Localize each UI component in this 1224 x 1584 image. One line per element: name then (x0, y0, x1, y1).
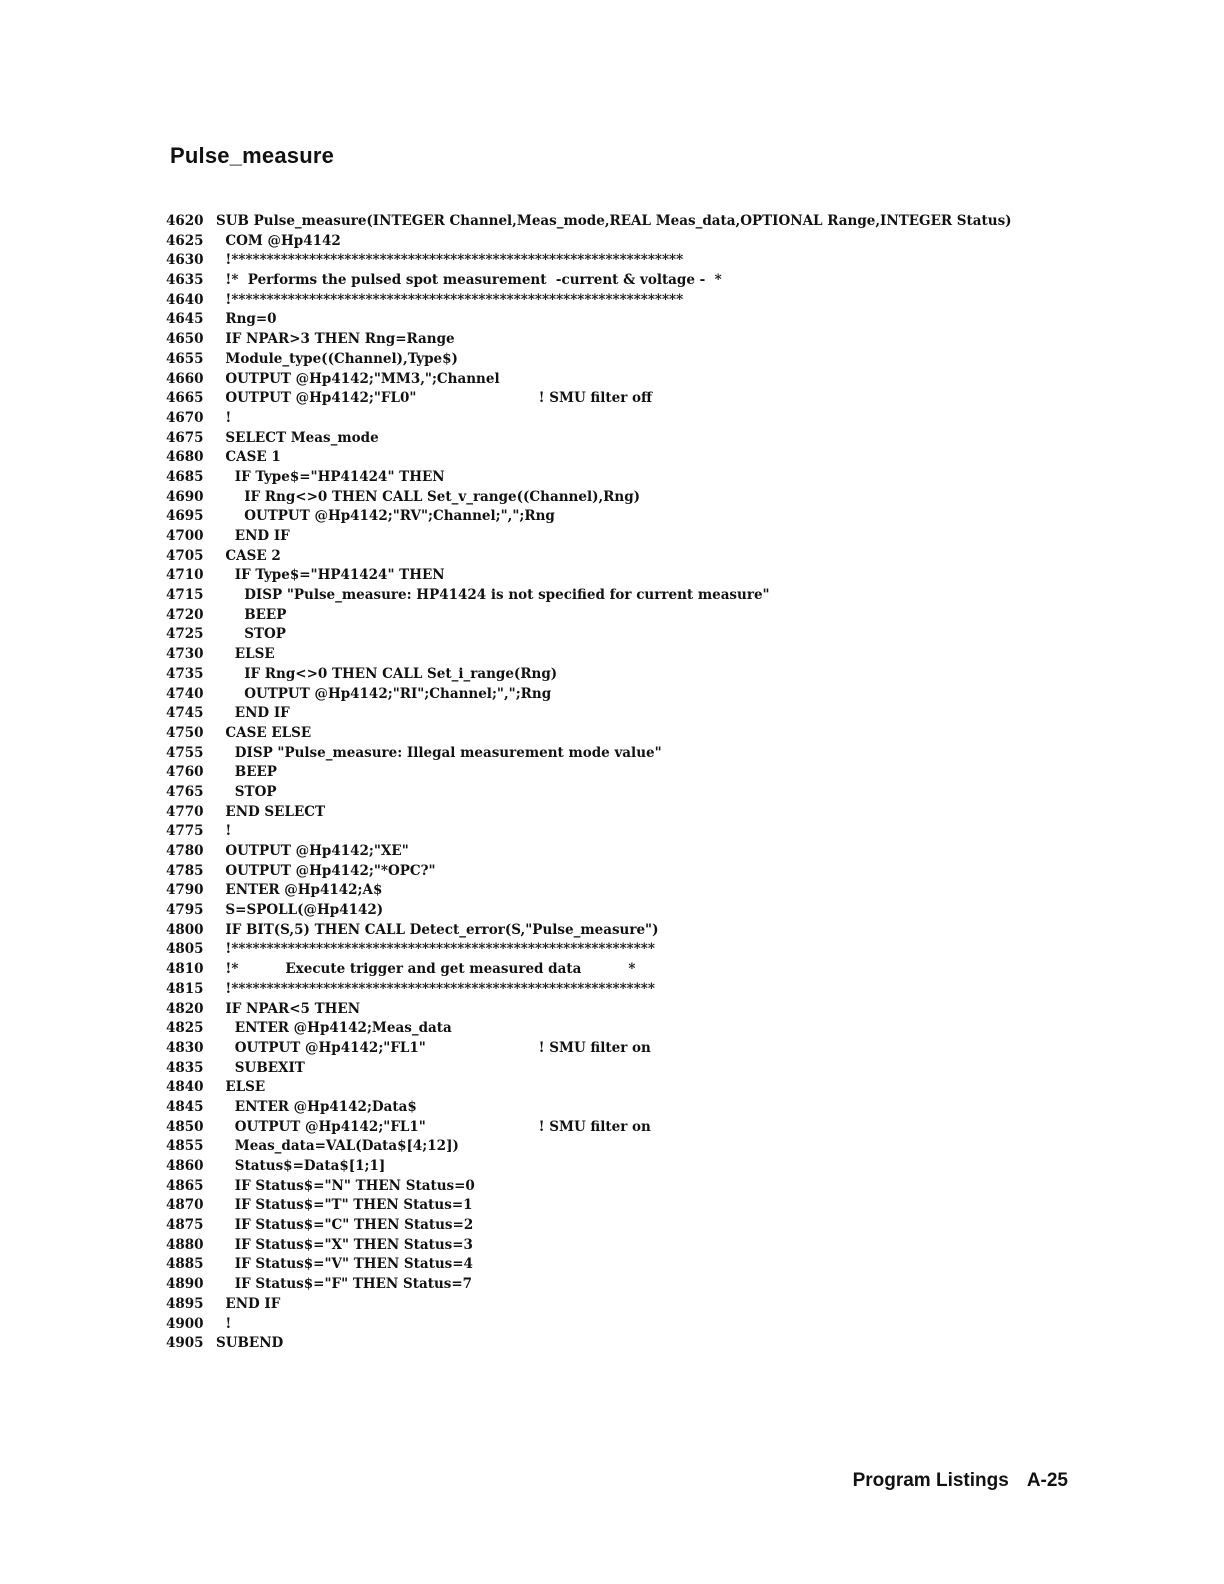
code-text: DISP "Pulse_measure: HP41424 is not specified for current measure" (216, 587, 770, 604)
code-text: IF Status$="C" THEN Status=2 (216, 1217, 474, 1234)
code-text: SUB Pulse_measure(INTEGER Channel,Meas_mode,REAL Meas_data,OPTIONAL Range,INTEGER Status) (216, 213, 1012, 229)
code-line (166, 1078, 1066, 1098)
line-number: 4770 (166, 803, 204, 820)
line-number: 4640 (166, 291, 204, 308)
line-number: 4875 (166, 1217, 204, 1234)
page-footer (853, 1470, 1068, 1492)
line-number: 4720 (166, 606, 204, 623)
line-number: 4855 (166, 1138, 204, 1155)
code-text: ELSE (216, 1079, 266, 1096)
code-line (166, 1039, 1066, 1059)
code-line (166, 1177, 1066, 1197)
line-number: 4660 (166, 370, 204, 387)
code-text: OUTPUT @Hp4142;"FL1" ! SMU filter on (216, 1118, 651, 1135)
line-number: 4735 (166, 665, 204, 682)
code-text: BEEP (216, 606, 287, 623)
code-line (166, 448, 1066, 468)
code-line (166, 488, 1066, 508)
line-number: 4890 (166, 1276, 204, 1293)
code-line (166, 1334, 1066, 1354)
code-text: CASE 2 (216, 547, 281, 564)
code-line (166, 1255, 1066, 1275)
line-number: 4845 (166, 1098, 204, 1115)
code-line (166, 803, 1066, 823)
line-number: 4870 (166, 1197, 204, 1214)
footer-page-number: A-25 (1026, 1470, 1068, 1491)
line-number: 4685 (166, 468, 204, 485)
code-line (166, 1216, 1066, 1236)
line-number: 4830 (166, 1039, 204, 1056)
code-line (166, 822, 1066, 842)
code-text: OUTPUT @Hp4142;"*OPC?" (216, 862, 436, 879)
code-line (166, 1019, 1066, 1039)
line-number: 4710 (166, 567, 204, 584)
code-text: OUTPUT @Hp4142;"RI";Channel;",";Rng (216, 685, 552, 702)
line-number: 4665 (166, 390, 204, 407)
code-text: IF Status$="F" THEN Status=7 (216, 1276, 473, 1293)
code-text: ! (216, 823, 232, 840)
code-line (166, 586, 1066, 606)
line-number: 4865 (166, 1177, 204, 1194)
code-text: !* Performs the pulsed spot measurement -current & voltage - * (216, 272, 722, 289)
code-text: S=SPOLL(@Hp4142) (216, 902, 384, 919)
code-line (166, 409, 1066, 429)
line-number: 4840 (166, 1079, 204, 1096)
code-line (166, 310, 1066, 330)
code-text: Meas_data=VAL(Data$[4;12]) (216, 1138, 459, 1155)
code-text: IF Status$="T" THEN Status=1 (216, 1197, 473, 1214)
line-number: 4680 (166, 449, 204, 466)
code-text: Rng=0 (216, 311, 277, 328)
code-line (166, 547, 1066, 567)
code-text: ENTER @Hp4142;Meas_data (216, 1020, 452, 1037)
code-line (166, 862, 1066, 882)
page-title: Pulse_measure (170, 143, 335, 168)
code-text: IF BIT(S,5) THEN CALL Detect_error(S,"Pulse_measure") (216, 921, 659, 938)
code-text: COM @Hp4142 (216, 232, 341, 249)
line-number: 4635 (166, 272, 204, 289)
code-text: Module_type((Channel),Type$) (216, 350, 458, 367)
line-number: 4645 (166, 311, 204, 328)
code-line (166, 1118, 1066, 1138)
code-line (166, 940, 1066, 960)
line-number: 4765 (166, 783, 204, 800)
code-line (166, 1275, 1066, 1295)
code-text: CASE ELSE (216, 724, 312, 741)
code-line (166, 291, 1066, 311)
code-text: STOP (216, 626, 286, 643)
code-text: IF Rng<>0 THEN CALL Set_v_range((Channel),Rng) (216, 488, 641, 505)
code-line (166, 1196, 1066, 1216)
code-text: OUTPUT @Hp4142;"XE" (216, 843, 409, 859)
code-line (166, 606, 1066, 626)
line-number: 4655 (166, 350, 204, 367)
code-text: !**************************************************************** (216, 291, 684, 308)
code-text: IF NPAR<5 THEN (216, 1000, 361, 1017)
code-line (166, 960, 1066, 980)
code-line (166, 370, 1066, 390)
line-number: 4695 (166, 508, 204, 525)
program-listing (166, 212, 1066, 1354)
line-number: 4745 (166, 705, 204, 722)
code-text: ELSE (216, 646, 275, 663)
code-line (166, 468, 1066, 488)
line-number: 4625 (166, 232, 204, 249)
line-number: 4785 (166, 862, 204, 879)
code-text: !* Execute trigger and get measured data * (216, 961, 636, 978)
code-line (166, 1137, 1066, 1157)
line-number: 4780 (166, 843, 204, 859)
code-line (166, 980, 1066, 1000)
code-line (166, 350, 1066, 370)
line-number: 4860 (166, 1158, 204, 1174)
code-text: ENTER @Hp4142;Data$ (216, 1098, 417, 1115)
code-line (166, 842, 1066, 862)
line-number: 4670 (166, 409, 204, 426)
code-line (166, 507, 1066, 527)
line-number: 4800 (166, 921, 204, 938)
code-line (166, 1098, 1066, 1118)
code-line (166, 1295, 1066, 1315)
code-text: OUTPUT @Hp4142;"FL0" ! SMU filter off (216, 390, 653, 407)
code-line (166, 704, 1066, 724)
code-line (166, 212, 1066, 232)
line-number: 4750 (166, 724, 204, 741)
line-number: 4740 (166, 685, 204, 702)
line-number: 4630 (166, 252, 204, 269)
line-number: 4885 (166, 1256, 204, 1273)
line-number: 4880 (166, 1236, 204, 1253)
code-line (166, 645, 1066, 665)
line-number: 4900 (166, 1315, 204, 1332)
code-line (166, 527, 1066, 547)
code-line (166, 744, 1066, 764)
code-text: END IF (216, 705, 290, 722)
code-line (166, 330, 1066, 350)
code-text: END IF (216, 528, 290, 544)
line-number: 4675 (166, 429, 204, 446)
code-line (166, 1157, 1066, 1177)
code-text: IF Rng<>0 THEN CALL Set_i_range(Rng) (216, 665, 558, 682)
line-number: 4835 (166, 1059, 204, 1076)
code-line (166, 1059, 1066, 1079)
code-text: OUTPUT @Hp4142;"MM3,";Channel (216, 370, 500, 387)
code-text: IF Status$="X" THEN Status=3 (216, 1236, 473, 1253)
code-line (166, 1236, 1066, 1256)
code-text: SUBEND (216, 1335, 284, 1352)
line-number: 4805 (166, 941, 204, 958)
code-line (166, 1315, 1066, 1335)
line-number: 4790 (166, 882, 204, 899)
code-line (166, 763, 1066, 783)
code-line (166, 1000, 1066, 1020)
code-line (166, 901, 1066, 921)
code-line (166, 625, 1066, 645)
code-text: BEEP (216, 764, 277, 781)
code-line (166, 783, 1066, 803)
code-line (166, 271, 1066, 291)
code-line (166, 389, 1066, 409)
code-text: SELECT Meas_mode (216, 429, 379, 446)
code-line (166, 685, 1066, 705)
code-text: OUTPUT @Hp4142;"FL1" ! SMU filter on (216, 1039, 651, 1056)
line-number: 4815 (166, 980, 204, 997)
code-line (166, 665, 1066, 685)
code-text: !************************************************************ (216, 941, 655, 958)
line-number: 4850 (166, 1118, 204, 1135)
line-number: 4795 (166, 902, 204, 919)
code-text: ENTER @Hp4142;A$ (216, 882, 383, 899)
line-number: 4705 (166, 547, 204, 564)
line-number: 4650 (166, 331, 204, 348)
code-text: !************************************************************ (216, 980, 655, 997)
line-number: 4725 (166, 626, 204, 643)
code-text: SUBEXIT (216, 1059, 305, 1076)
code-line (166, 881, 1066, 901)
code-text: IF Status$="V" THEN Status=4 (216, 1256, 473, 1273)
line-number: 4895 (166, 1295, 204, 1312)
code-text: !**************************************************************** (216, 252, 684, 269)
code-text: CASE 1 (216, 449, 281, 466)
code-line (166, 429, 1066, 449)
code-line (166, 232, 1066, 252)
line-number: 4755 (166, 744, 204, 761)
code-text: END IF (216, 1295, 281, 1312)
code-text: DISP "Pulse_measure: Illegal measurement mode value" (216, 744, 662, 761)
code-text: IF Status$="N" THEN Status=0 (216, 1177, 475, 1194)
code-text: IF Type$="HP41424" THEN (216, 468, 445, 485)
line-number: 4820 (166, 1000, 204, 1017)
code-text: Status$=Data$[1;1] (216, 1158, 386, 1174)
line-number: 4810 (166, 961, 204, 978)
line-number: 4715 (166, 587, 204, 604)
line-number: 4775 (166, 823, 204, 840)
code-line (166, 921, 1066, 941)
footer-section-title: Program Listings (852, 1470, 1009, 1491)
line-number: 4730 (166, 646, 204, 663)
line-number: 4620 (166, 213, 204, 229)
line-number: 4690 (166, 488, 204, 505)
code-line (166, 566, 1066, 586)
line-number: 4825 (166, 1020, 204, 1037)
code-text: IF NPAR>3 THEN Rng=Range (216, 331, 455, 348)
code-text: ! (216, 1315, 232, 1332)
code-line (166, 251, 1066, 271)
code-text: END SELECT (216, 803, 326, 820)
code-text: OUTPUT @Hp4142;"RV";Channel;",";Rng (216, 508, 555, 525)
code-text: STOP (216, 783, 277, 800)
line-number: 4905 (166, 1335, 204, 1352)
code-text: ! (216, 409, 232, 426)
code-text: IF Type$="HP41424" THEN (216, 567, 445, 584)
line-number: 4700 (166, 528, 204, 544)
code-line (166, 724, 1066, 744)
line-number: 4760 (166, 764, 204, 781)
